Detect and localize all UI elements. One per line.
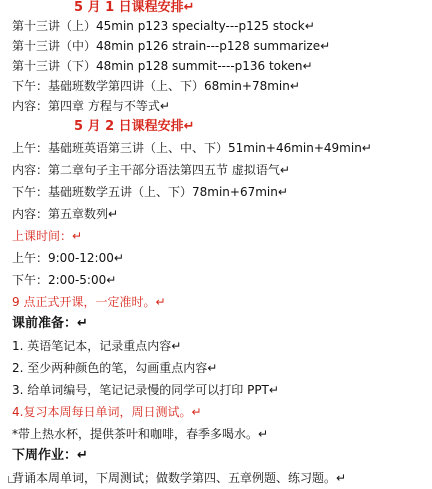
schedule-line-4: 下午：基础班数学第四讲（上、下）68min+78min↵ bbox=[12, 79, 300, 93]
start-time-note: 9 点正式开课，一定准时。↵ bbox=[12, 295, 166, 309]
homework-content: 背诵本周单词，下周测试；做数学第四、五章例题、练习题。↵ bbox=[12, 471, 347, 485]
class-time-label: 上课时间：↵ bbox=[12, 229, 83, 243]
bring-note: *带上热水杯，提供茶叶和咖啡，春季多喝水。↵ bbox=[12, 427, 269, 441]
prep-item-4: 4.复习本周每日单词，周日测试。↵ bbox=[12, 405, 202, 419]
schedule-line-5: 内容：第四章 方程与不等式↵ bbox=[12, 99, 170, 113]
schedule-line-1: 第十三讲（上）45min p123 specialty---p125 stock↵ bbox=[12, 19, 315, 33]
prep-heading: 课前准备：↵ bbox=[12, 316, 88, 331]
heading-may-1: 5 月 1 日课程安排↵ bbox=[74, 0, 195, 15]
schedule-line-2: 第十三讲（中）48min p126 strain---p128 summarize↵ bbox=[12, 39, 331, 53]
prep-item-3: 3. 给单词编号，笔记记录慢的同学可以打印 PPT↵ bbox=[12, 383, 279, 397]
prep-item-2: 2. 至少两种颜色的笔，勾画重点内容↵ bbox=[12, 361, 218, 375]
schedule-line-6: 上午：基础班英语第三讲（上、中、下）51min+46min+49min↵ bbox=[12, 141, 372, 155]
prep-item-1: 1. 英语笔记本，记录重点内容↵ bbox=[12, 339, 182, 353]
schedule-line-7: 内容：第二章句子主干部分语法第四五节 虚拟语气↵ bbox=[12, 163, 290, 177]
schedule-line-9: 内容：第五章数列↵ bbox=[12, 207, 119, 221]
schedule-line-3: 第十三讲（下）48min p128 summit----p136 token↵ bbox=[12, 59, 313, 73]
heading-may-2: 5 月 2 日课程安排↵ bbox=[74, 119, 195, 134]
class-time-morning: 上午：9:00-12:00↵ bbox=[12, 251, 124, 265]
class-time-afternoon: 下午：2:00-5:00↵ bbox=[12, 273, 117, 287]
homework-heading: 下周作业：↵ bbox=[12, 448, 88, 463]
schedule-line-8: 下午：基础班数学五讲（上、下）78min+67min↵ bbox=[12, 185, 288, 199]
